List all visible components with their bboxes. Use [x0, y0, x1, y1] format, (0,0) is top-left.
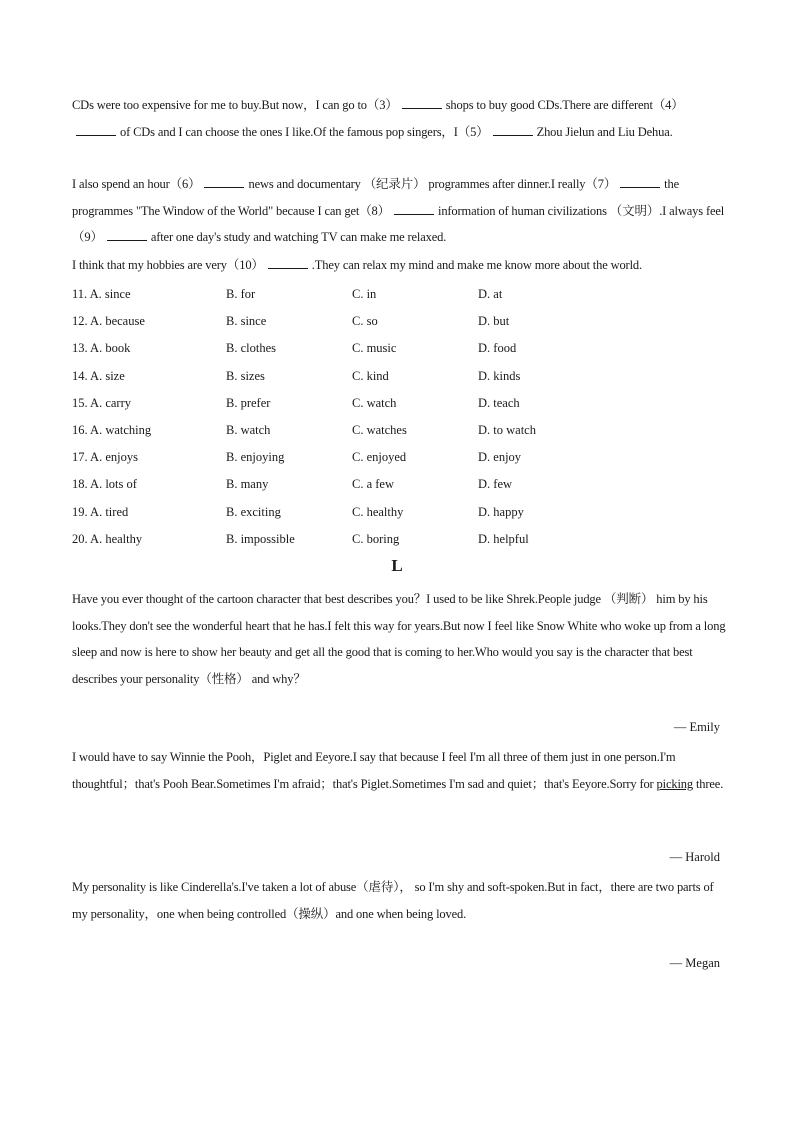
- option-a: 13. A. book: [72, 341, 131, 356]
- section-heading: L: [391, 556, 403, 575]
- harold-text: I would have to say Winnie the Pooh，Piglet and Eeyore.I say that because I feel I'm all three of them just in one person.I'm thoughtful；that's Pooh Bear.Sometimes I'm afraid；that's Piglet.Sometimes I'm sad and quiet；that's Eeyore.Sorry for: [72, 750, 676, 791]
- emily-text: Have you ever thought of the cartoon character that best describes you？I used to be like Shrek.People judge （判断） him by his looks.They don't see the wonderful heart that he has.I felt this way for years.But now I feel like Snow White who woke up from a long sleep and now is here to show her beauty and get all the good that is coming to her.Who would you say is the character that best describes your personality（性格） and why？: [72, 592, 726, 686]
- option-b: B. clothes: [226, 341, 276, 356]
- cloze-text: information of human civilizations （文明）.I always feel（9）: [72, 203, 725, 244]
- option-a: 16. A. watching: [72, 422, 152, 437]
- option-b: B. for: [226, 287, 256, 301]
- option-b: B. impossible: [226, 531, 295, 546]
- question-row: [72, 444, 726, 471]
- option-c: C. watch: [352, 395, 397, 410]
- option-c: C. watches: [352, 422, 407, 437]
- question-row: [72, 417, 726, 444]
- option-d: D. helpful: [478, 531, 529, 546]
- option-d: D. to watch: [478, 422, 536, 437]
- megan-author: — Megan: [669, 956, 720, 970]
- option-d: D. teach: [478, 395, 520, 410]
- blank-7: [620, 175, 660, 188]
- option-b: B. since: [226, 314, 267, 329]
- option-a: 12. A. because: [72, 314, 145, 329]
- option-d: D. enjoy: [478, 450, 522, 465]
- question-row: [72, 471, 726, 498]
- emily-author: — Emily: [673, 720, 720, 734]
- blank-6: [204, 175, 244, 188]
- option-c: C. kind: [352, 368, 389, 383]
- option-a: 11. A. since: [72, 287, 131, 301]
- option-b: B. sizes: [226, 368, 265, 383]
- blank-8: [394, 202, 434, 215]
- question-row: [72, 526, 726, 553]
- cloze-paragraph-1: [72, 92, 726, 145]
- cloze-text: news and documentary （纪录片） programmes after dinner.I really（7）: [248, 177, 617, 191]
- question-row: [72, 281, 726, 308]
- blank-5: [493, 123, 533, 136]
- options-list: [72, 281, 726, 553]
- harold-paragraph: [72, 744, 726, 797]
- option-a: 19. A. tired: [72, 504, 129, 519]
- cloze-paragraph-3: [72, 252, 732, 279]
- option-a: 17. A. enjoys: [72, 450, 138, 465]
- option-b: B. prefer: [226, 395, 271, 410]
- cloze-text: I think that my hobbies are very（10）: [72, 258, 264, 272]
- cloze-text: .They can relax my mind and make me know more about the world.: [311, 258, 642, 272]
- option-d: D. kinds: [478, 368, 521, 383]
- harold-author: — Harold: [669, 850, 720, 864]
- option-d: D. few: [478, 477, 513, 492]
- option-b: B. watch: [226, 422, 271, 437]
- option-b: B. exciting: [226, 504, 281, 519]
- cloze-text: shops to buy good CDs.There are different（4）: [445, 98, 684, 112]
- megan-text: My personality is like Cinderella's.I've taken a lot of abuse（虐待）， so I'm shy and soft-spoken.But in fact，there are two parts of my personality，one when being controlled（操纵）and one when being loved.: [72, 880, 714, 921]
- question-row: [72, 308, 726, 335]
- emily-paragraph: [72, 586, 726, 692]
- option-c: C. a few: [352, 477, 394, 492]
- option-d: D. but: [478, 314, 510, 329]
- option-d: D. at: [478, 287, 503, 301]
- option-c: C. in: [352, 287, 377, 301]
- option-c: C. music: [352, 341, 397, 356]
- option-b: B. enjoying: [226, 450, 285, 465]
- blank-3: [402, 96, 442, 109]
- option-c: C. so: [352, 314, 378, 329]
- option-a: 15. A. carry: [72, 395, 132, 410]
- question-row: [72, 363, 726, 390]
- underlined-word: picking: [656, 776, 693, 791]
- option-c: C. boring: [352, 531, 400, 546]
- question-row: [72, 390, 726, 417]
- cloze-text: I also spend an hour（6）: [72, 177, 201, 191]
- option-d: D. happy: [478, 504, 524, 519]
- option-c: C. enjoyed: [352, 450, 407, 465]
- option-b: B. many: [226, 477, 269, 492]
- question-row: [72, 335, 726, 362]
- cloze-text: of CDs and I can choose the ones I like.Of the famous pop singers，I（5）: [120, 124, 489, 139]
- option-c: C. healthy: [352, 504, 404, 519]
- cloze-text: CDs were too expensive for me to buy.But now，I can go to（3）: [72, 98, 398, 112]
- harold-text: three.: [693, 776, 724, 791]
- cloze-paragraph-2: [72, 171, 726, 251]
- option-a: 14. A. size: [72, 368, 125, 383]
- option-a: 18. A. lots of: [72, 477, 137, 492]
- blank-4: [76, 123, 116, 136]
- option-d: D. food: [478, 341, 517, 356]
- option-a: 20. A. healthy: [72, 531, 143, 546]
- cloze-text: the programmes "The Window of the World" because I can get（8）: [72, 177, 679, 218]
- question-row: [72, 499, 726, 526]
- cloze-text: Zhou Jielun and Liu Dehua.: [536, 124, 673, 139]
- blank-10: [268, 256, 308, 269]
- blank-9: [107, 228, 147, 241]
- cloze-text: after one day's study and watching TV can make me relaxed.: [150, 230, 447, 244]
- megan-paragraph: [72, 874, 726, 927]
